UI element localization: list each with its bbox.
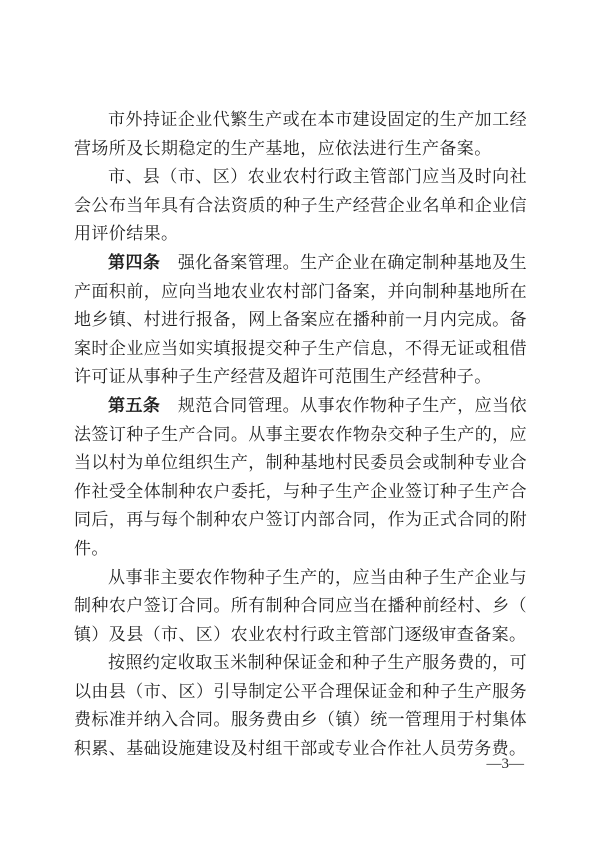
paragraph-text: 市外持证企业代繁生产或在本市建设固定的生产加工经营场所及长期稳定的生产基地，应依法进行生产备案。	[74, 110, 527, 158]
paragraph-text: 规范合同管理。从事农作物种子生产，应当依法签订种子生产合同。从事主要农作物杂交种子生产的，应当以村为单位组织生产，制种基地村民委员会或制种专业合作社受全体制种农户委托，与种子生产企业签订种子生产合同后，再与每个制种农户签订内部合同，作为正式合同的附件。	[74, 395, 527, 558]
paragraph-article-5-contract-management	[74, 392, 527, 564]
article-5-heading: 第五条	[108, 395, 161, 415]
page-number: —3—	[486, 756, 524, 772]
paragraph-article-4-filing-management	[74, 249, 527, 392]
paragraph-production-filing-outside-city	[74, 106, 527, 163]
paragraph-text: 强化备案管理。生产企业在确定制种基地及生产面积前，应向当地农业农村部门备案，并向制种基地所在地乡镇、村进行报备，网上备案应在播种前一月内完成。备案时企业应当如实填报提交种子生产信息，不得无证或租借许可证从事种子生产经营及超许可范围生产经营种子。	[74, 252, 527, 387]
paragraph-deposit-service-fee	[74, 649, 527, 763]
document-body	[74, 106, 527, 764]
paragraph-text: 从事非主要农作物种子生产的，应当由种子生产企业与制种农户签订合同。所有制种合同应当在播种前经村、乡（镇）及县（市、区）农业农村行政主管部门逐级审查备案。	[74, 567, 527, 644]
paragraph-text: 按照约定收取玉米制种保证金和种子生产服务费的，可以由县（市、区）引导制定公平合理保证金和种子生产服务费标准并纳入合同。服务费由乡（镇）统一管理用于村集体积累、基础设施建设及村组干部或专业合作社人员劳务费。	[74, 653, 527, 759]
paragraph-text: 市、县（市、区）农业农村行政主管部门应当及时向社会公布当年具有合法资质的种子生产经营企业名单和企业信用评价结果。	[74, 167, 527, 244]
article-4-heading: 第四条	[108, 252, 161, 272]
paragraph-non-major-crop-contracts	[74, 564, 527, 650]
paragraph-publish-qualified-enterprises	[74, 163, 527, 249]
